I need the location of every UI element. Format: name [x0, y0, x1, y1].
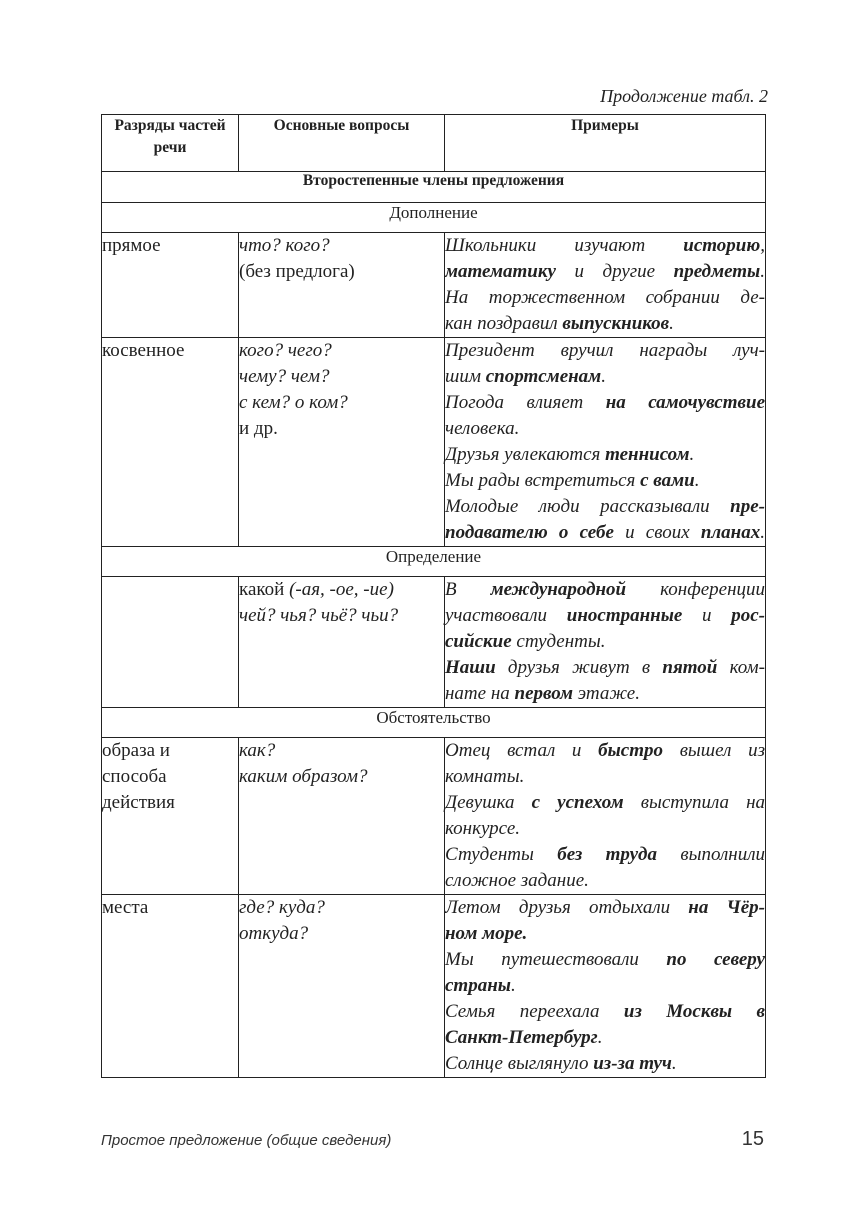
examples-place — [445, 895, 766, 1078]
example-line: Президент вручил награды луч- — [445, 340, 765, 361]
question-line: где? куда? — [239, 897, 325, 918]
example-line: Девушка с успехом выступила на — [445, 792, 766, 813]
example-line: Солнце выглянуло из-за туч. — [445, 1053, 677, 1074]
question-line: откуда? — [239, 923, 309, 944]
subsection-row-adverbial — [102, 708, 766, 738]
question-line: чей? чья? чьё? чьи? — [239, 605, 399, 626]
questions-direct-main: что? кого? — [239, 235, 330, 256]
question-line: каким образом? — [239, 766, 368, 787]
example-line: Отец встал и быстро вышел из — [445, 740, 765, 761]
category-indirect: косвенное — [102, 338, 239, 547]
table-row — [102, 738, 766, 895]
category-line: способа — [102, 766, 167, 787]
example-line: ном море. — [445, 923, 528, 944]
category-direct: прямое — [102, 233, 239, 338]
question-line: с кем? о ком? — [239, 392, 348, 413]
example-line: Студенты без труда выполнили — [445, 844, 765, 865]
example-line: шим спортсменам. — [445, 366, 606, 387]
example-line: Летом друзья отдыхали на Чёр- — [445, 897, 765, 918]
question-line: и др. — [239, 418, 278, 439]
questions-indirect — [239, 338, 445, 547]
subsection-row-attribute — [102, 547, 766, 577]
example-line: конкурсе. — [445, 818, 521, 839]
example-line: кан поздравил выпускников. — [445, 313, 674, 334]
footer-chapter-title: Простое предложение (общие сведения) — [101, 1132, 392, 1149]
example-line: Друзья увлекаются теннисом. — [445, 444, 695, 465]
example-line: страны. — [445, 975, 516, 996]
table-row — [102, 577, 766, 708]
subsection-object: Дополнение — [102, 203, 766, 233]
example-line: человека. — [445, 418, 520, 439]
question-line: кого? чего? — [239, 340, 332, 361]
example-line: комнаты. — [445, 766, 525, 787]
category-place: места — [102, 895, 239, 1078]
example-line: участвовали иностранные и рос- — [445, 605, 765, 626]
section-secondary-members: Второстепенные члены предложения — [102, 172, 766, 203]
category-line: действия — [102, 792, 175, 813]
subsection-attribute: Определение — [102, 547, 766, 577]
examples-manner — [445, 738, 766, 895]
examples-direct — [445, 233, 766, 338]
example-line: Семья переехала из Москвы в — [445, 1001, 765, 1022]
examples-attribute — [445, 577, 766, 708]
header-examples: Примеры — [445, 115, 766, 172]
example-line: Погода влияет на самочувствие — [445, 392, 766, 413]
example-line: Мы путешествовали по северу — [445, 949, 765, 970]
example-line: подавателю о себе и своих планах. — [445, 522, 765, 543]
table-caption: Продолжение табл. 2 — [600, 86, 768, 106]
header-questions: Основные вопросы — [239, 115, 445, 172]
questions-place — [239, 895, 445, 1078]
category-attribute — [102, 577, 239, 708]
example-line: Санкт-Петербург. — [445, 1027, 603, 1048]
question-line: чему? чем? — [239, 366, 330, 387]
example-line: На торжественном собрании де- — [445, 287, 765, 308]
example-line: Мы рады встретиться с вами. — [445, 470, 700, 491]
header-row — [102, 115, 766, 172]
grammar-table — [101, 114, 766, 1078]
question-line — [239, 577, 444, 603]
header-categories: Разряды частей речи — [102, 115, 239, 172]
category-manner — [102, 738, 239, 895]
example-line: Наши друзья живут в пятой ком- — [445, 657, 765, 678]
questions-attribute — [239, 577, 445, 708]
page-number: 15 — [741, 1128, 764, 1150]
question-line: как? — [239, 740, 276, 761]
questions-direct-note: (без предлога) — [239, 261, 355, 282]
example-line: В международной конференции — [445, 579, 765, 600]
questions-manner — [239, 738, 445, 895]
subsection-row-object — [102, 203, 766, 233]
table-row — [102, 338, 766, 547]
example-line: Школьники изучают историю, — [445, 235, 765, 256]
questions-direct — [239, 233, 445, 338]
category-line: образа и — [102, 740, 170, 761]
subsection-adverbial: Обстоятельство — [102, 708, 766, 738]
example-line: Молодые люди рассказывали пре- — [445, 496, 765, 517]
question-which: какой — [239, 579, 285, 600]
question-endings: (-ая, -ое, -ие) — [289, 579, 394, 600]
table-row — [102, 895, 766, 1078]
example-line: математику и другие предметы. — [445, 261, 765, 282]
table-row — [102, 233, 766, 338]
examples-indirect — [445, 338, 766, 547]
example-line: нате на первом этаже. — [445, 683, 640, 704]
section-row-secondary-members — [102, 172, 766, 203]
example-line: сийские студенты. — [445, 631, 606, 652]
example-line: сложное задание. — [445, 870, 589, 891]
